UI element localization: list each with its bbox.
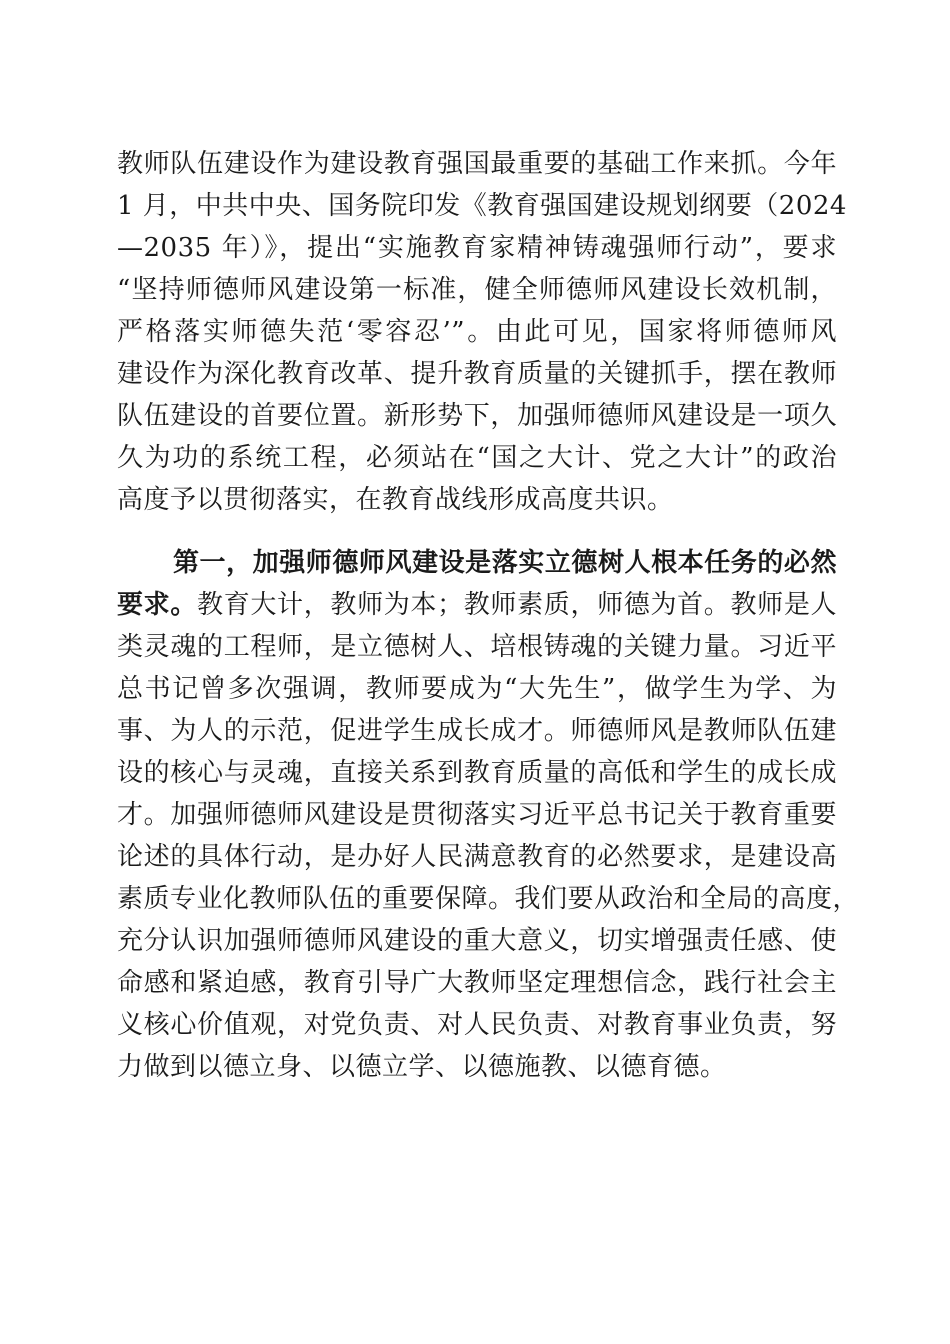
text-line: 力做到以德立身、以德立学、以德施教、以德育德。	[117, 1052, 727, 1082]
text-line: 严格落实师德失范‘零容忍’”。由此可见，国家将师德师风	[117, 317, 837, 347]
text-line: 设的核心与灵魂，直接关系到教育质量的高低和学生的成长成	[117, 758, 837, 788]
text-line	[117, 584, 837, 626]
text-line: 建设作为深化教育改革、提升教育质量的关键抓手，摆在教师	[117, 359, 837, 389]
text-line: 论述的具体行动，是办好人民满意教育的必然要求，是建设高	[117, 842, 837, 872]
text-line: 素质专业化教师队伍的重要保障。我们要从政治和全局的高度，	[117, 884, 860, 914]
text-line: 久为功的系统工程，必须站在“国之大计、党之大计”的政治	[117, 443, 837, 473]
paragraph-heading: 第一，加强师德师风建设是落实立德树人根本任务的必然	[173, 548, 837, 578]
paragraph-2	[117, 542, 860, 1088]
text-line: 总书记曾多次强调，教师要成为“大先生”，做学生为学、为	[117, 674, 837, 704]
text-line: 队伍建设的首要位置。新形势下，加强师德师风建设是一项久	[117, 401, 837, 431]
text-line: 高度予以贯彻落实，在教育战线形成高度共识。	[117, 485, 674, 515]
text-line: “坚持师德师风建设第一标准，健全师德师风建设长效机制，	[117, 275, 837, 305]
paragraph-heading-end: 要求。	[117, 590, 198, 620]
text-line: 1 月，中共中央、国务院印发《教育强国建设规划纲要（2024	[117, 191, 847, 221]
text-line: 类灵魂的工程师，是立德树人、培根铸魂的关键力量。习近平	[117, 632, 837, 662]
text-line: 义核心价值观，对党负责、对人民负责、对教育事业负责，努	[117, 1010, 837, 1040]
text-line: 事、为人的示范，促进学生成长成才。师德师风是教师队伍建	[117, 716, 837, 746]
text-line: 命感和紧迫感，教育引导广大教师坚定理想信念，践行社会主	[117, 968, 837, 998]
text-line: 充分认识加强师德师风建设的重大意义，切实增强责任感、使	[117, 926, 837, 956]
text-line: 教师队伍建设作为建设教育强国最重要的基础工作来抓。今年	[117, 149, 837, 179]
text-segment: 教育大计，教师为本；教师素质，师德为首。教师是人	[197, 590, 837, 620]
text-line: 才。加强师德师风建设是贯彻落实习近平总书记关于教育重要	[117, 800, 837, 830]
paragraph-1	[117, 143, 847, 521]
text-line: —2035 年）》，提出“实施教育家精神铸魂强师行动”，要求	[117, 233, 837, 263]
